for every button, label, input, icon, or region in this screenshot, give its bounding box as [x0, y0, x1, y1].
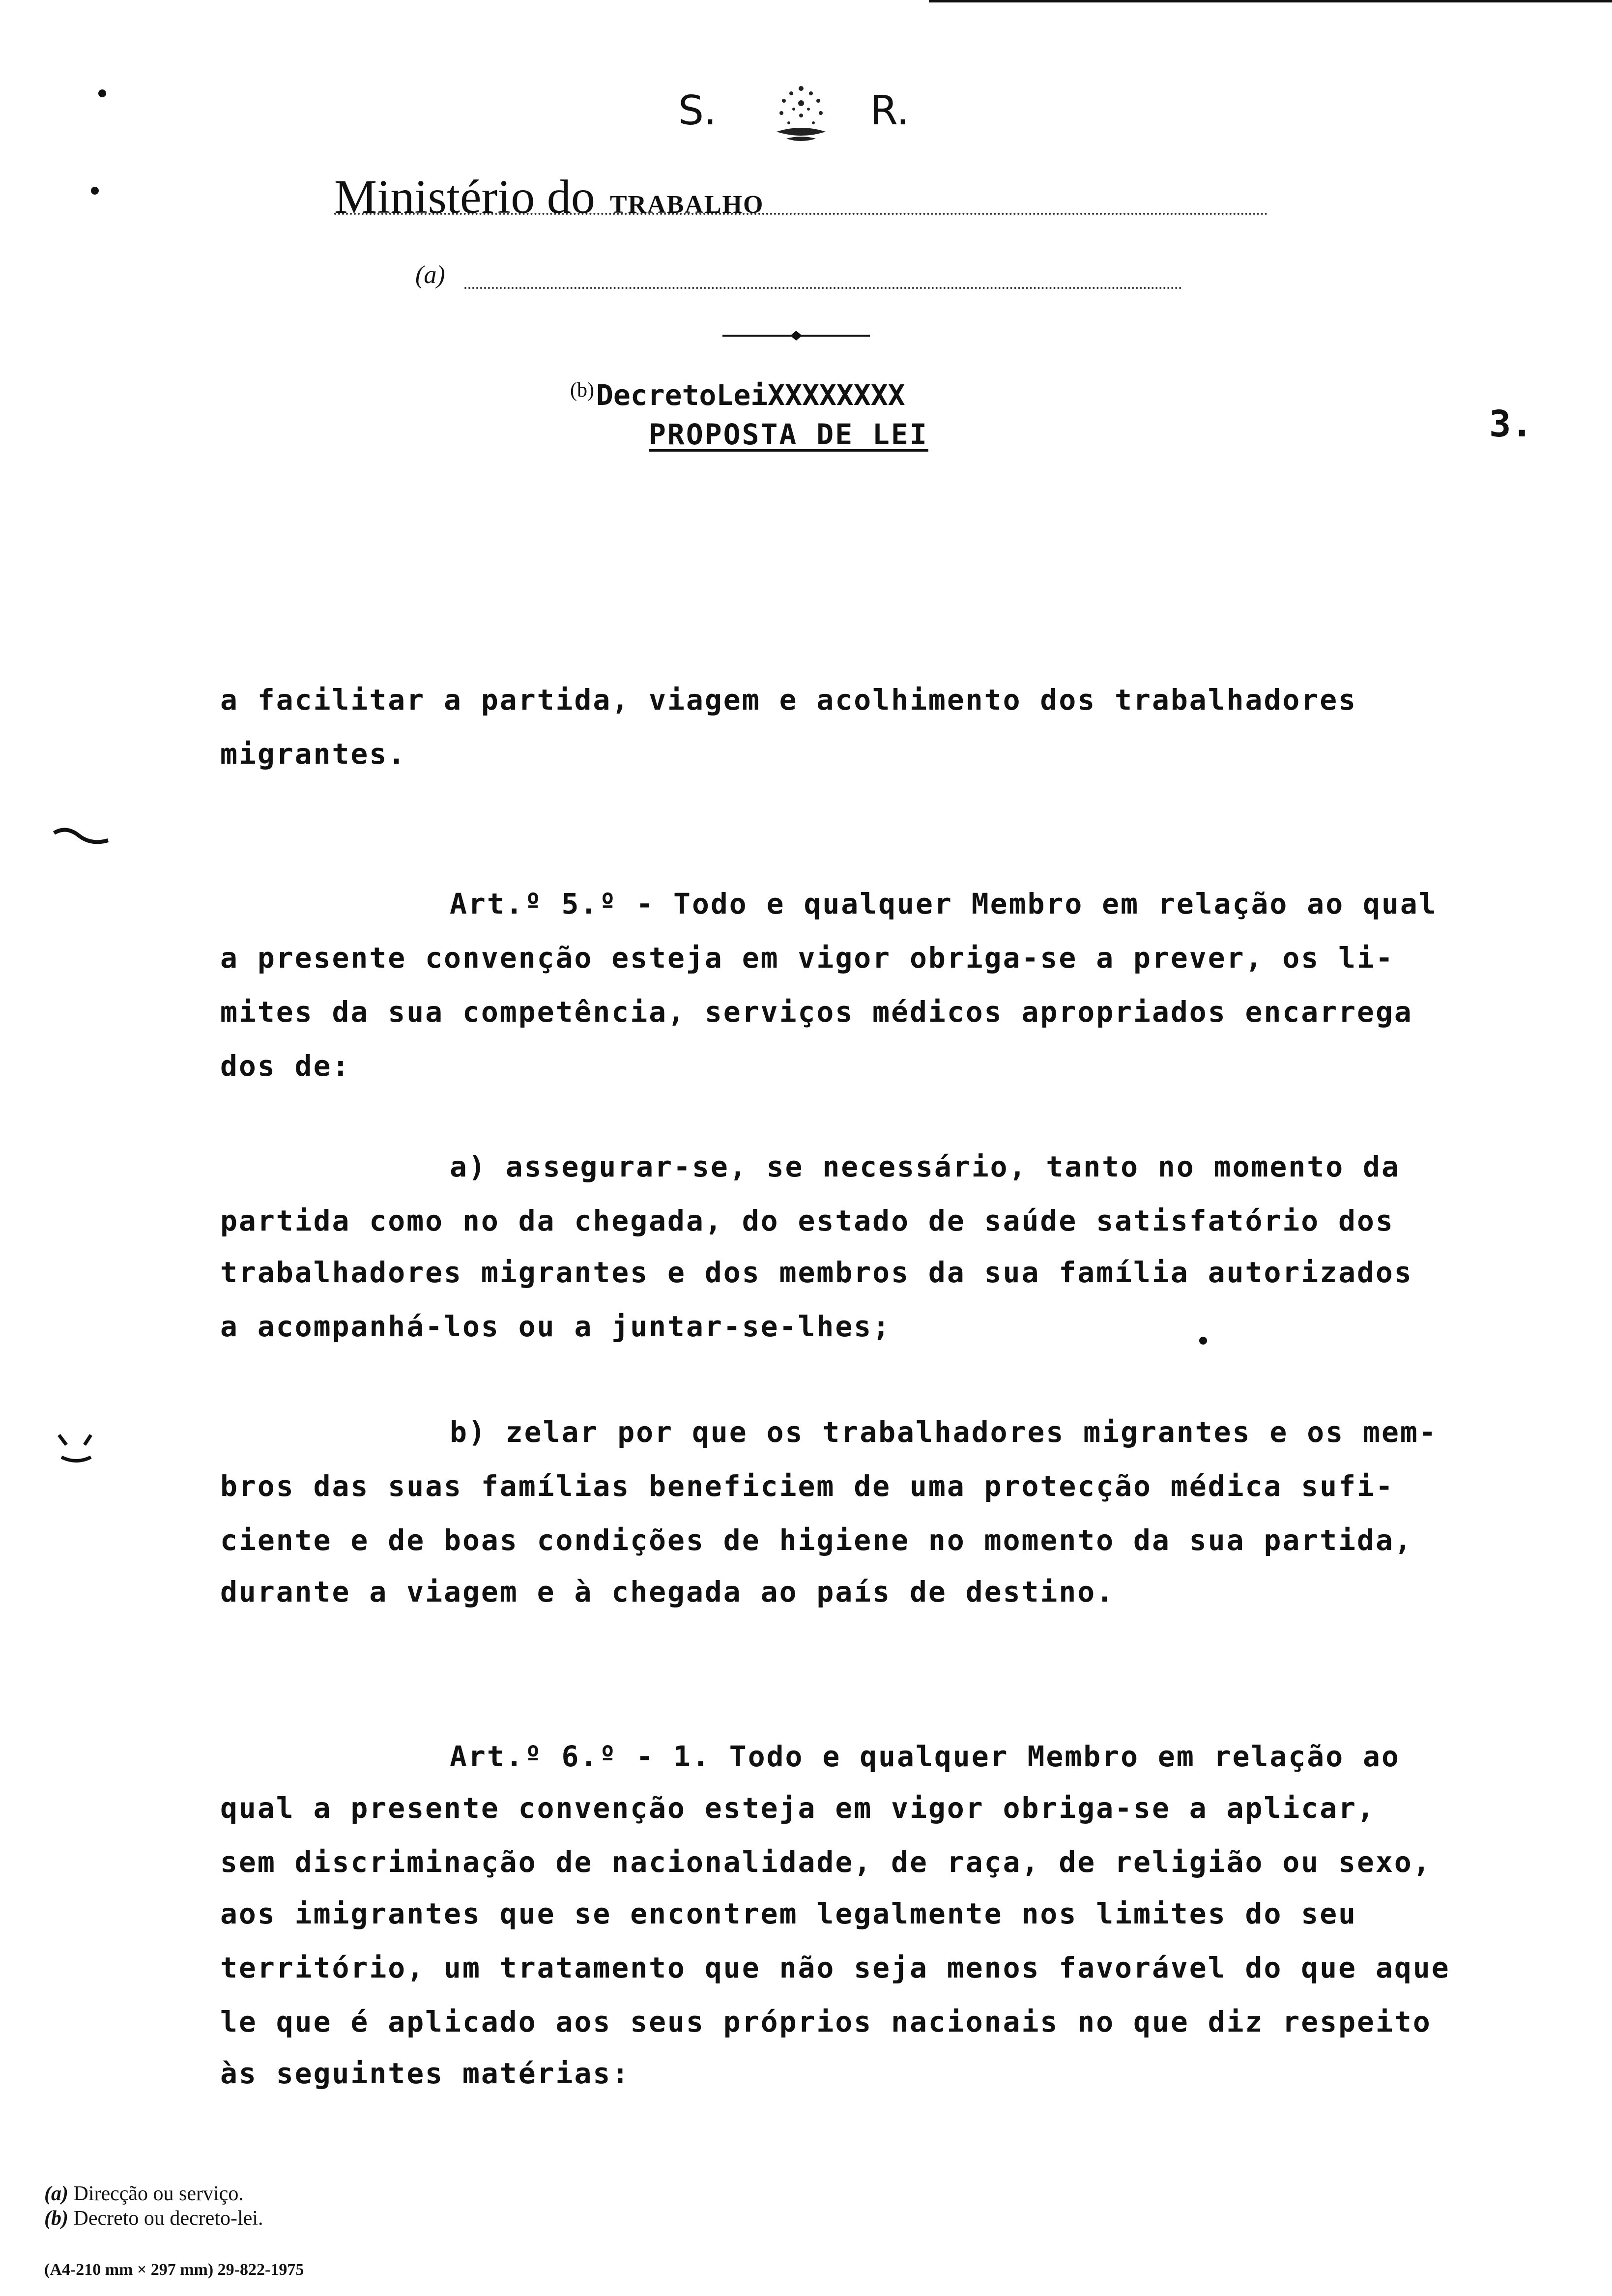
body-line: trabalhadores migrantes e dos membros da sua família autorizados: [220, 1256, 1413, 1289]
body-line: qual a presente convenção esteja em vigor obriga-se a aplicar,: [220, 1791, 1376, 1825]
direction-dotted-line: [464, 287, 1182, 289]
direction-line: [415, 260, 1182, 295]
letterhead-sr: [678, 79, 934, 147]
footnote-a: [44, 2182, 244, 2206]
margin-dot: [91, 187, 99, 195]
decree-line: [570, 378, 1037, 418]
item-b-heading: b) zelar por que os trabalhadores migrantes e os mem-: [450, 1415, 1438, 1449]
body-line: migrantes.: [220, 737, 407, 771]
ministry-line: [334, 170, 1268, 224]
document-title: [649, 418, 963, 457]
body-line: durante a viagem e à chegada ao país de destino.: [220, 1575, 1115, 1608]
top-border-line: [929, 0, 1612, 2]
letter-s: S.: [678, 87, 717, 134]
body-line: le que é aplicado aos seus próprios nacionais no que diz respeito: [220, 2005, 1432, 2038]
footnote-b-key: (b): [44, 2207, 68, 2230]
line-a-label: (a): [415, 261, 445, 289]
body-line: a facilitar a partida, viagem e acolhimento dos trabalhadores: [220, 683, 1357, 717]
footnote-b-text: Decreto ou decreto-lei.: [73, 2207, 263, 2230]
body-line: às seguintes matérias:: [220, 2057, 631, 2090]
body-line: sem discriminação de nacionalidade, de raça, de religião ou sexo,: [220, 1845, 1432, 1879]
article-6-heading: Art.º 6.º - 1. Todo e qualquer Membro em relação ao: [450, 1740, 1400, 1773]
line-b-label: (b): [570, 379, 594, 402]
body-line: a acompanhá-los ou a juntar-se-lhes;: [220, 1310, 892, 1343]
footnote-a-text: Direcção ou serviço.: [73, 2182, 244, 2205]
republic-seal-icon: [747, 79, 855, 147]
body-line: ciente e de boas condições de higiene no momento da sua partida,: [220, 1523, 1413, 1557]
footnote-b: [44, 2207, 263, 2230]
item-a-heading: a) assegurar-se, se necessário, tanto no momento da: [450, 1150, 1400, 1183]
ministry-name: TRABALHO: [609, 191, 764, 219]
letter-r: R.: [870, 87, 910, 134]
margin-scribble-icon: [52, 821, 111, 850]
article-5-heading: Art.º 5.º - Todo e qualquer Membro em relação ao qual: [450, 887, 1438, 920]
margin-bracket-icon: [54, 1425, 98, 1469]
body-line: bros das suas famílias beneficiem de uma protecção médica sufi-: [220, 1469, 1394, 1503]
print-info: (A4-210 mm × 297 mm) 29-822-1975: [44, 2261, 304, 2279]
body-line: a presente convenção esteja em vigor obriga-se a prever, os li-: [220, 941, 1394, 975]
diamond-divider: [722, 328, 870, 343]
document-type: PROPOSTA DE LEI: [649, 418, 928, 451]
body-line: aos imigrantes que se encontrem legalmente nos limites do seu: [220, 1897, 1357, 1930]
footnote-a-key: (a): [44, 2182, 68, 2205]
ministry-label: Ministério do: [334, 171, 595, 224]
margin-dot: [98, 89, 106, 97]
body-line: partida como no da chegada, do estado de saúde satisfatório dos: [220, 1204, 1394, 1237]
body-line: dos de:: [220, 1049, 351, 1083]
body-line: território, um tratamento que não seja menos favorável do que aque: [220, 1951, 1450, 1984]
body-line: mites da sua competência, serviços médicos apropriados encarrega: [220, 995, 1413, 1029]
page-number: 3.: [1489, 403, 1533, 445]
struck-decree-text: DecretoLeiXXXXXXXX: [596, 378, 905, 412]
margin-dot: [1199, 1337, 1207, 1345]
